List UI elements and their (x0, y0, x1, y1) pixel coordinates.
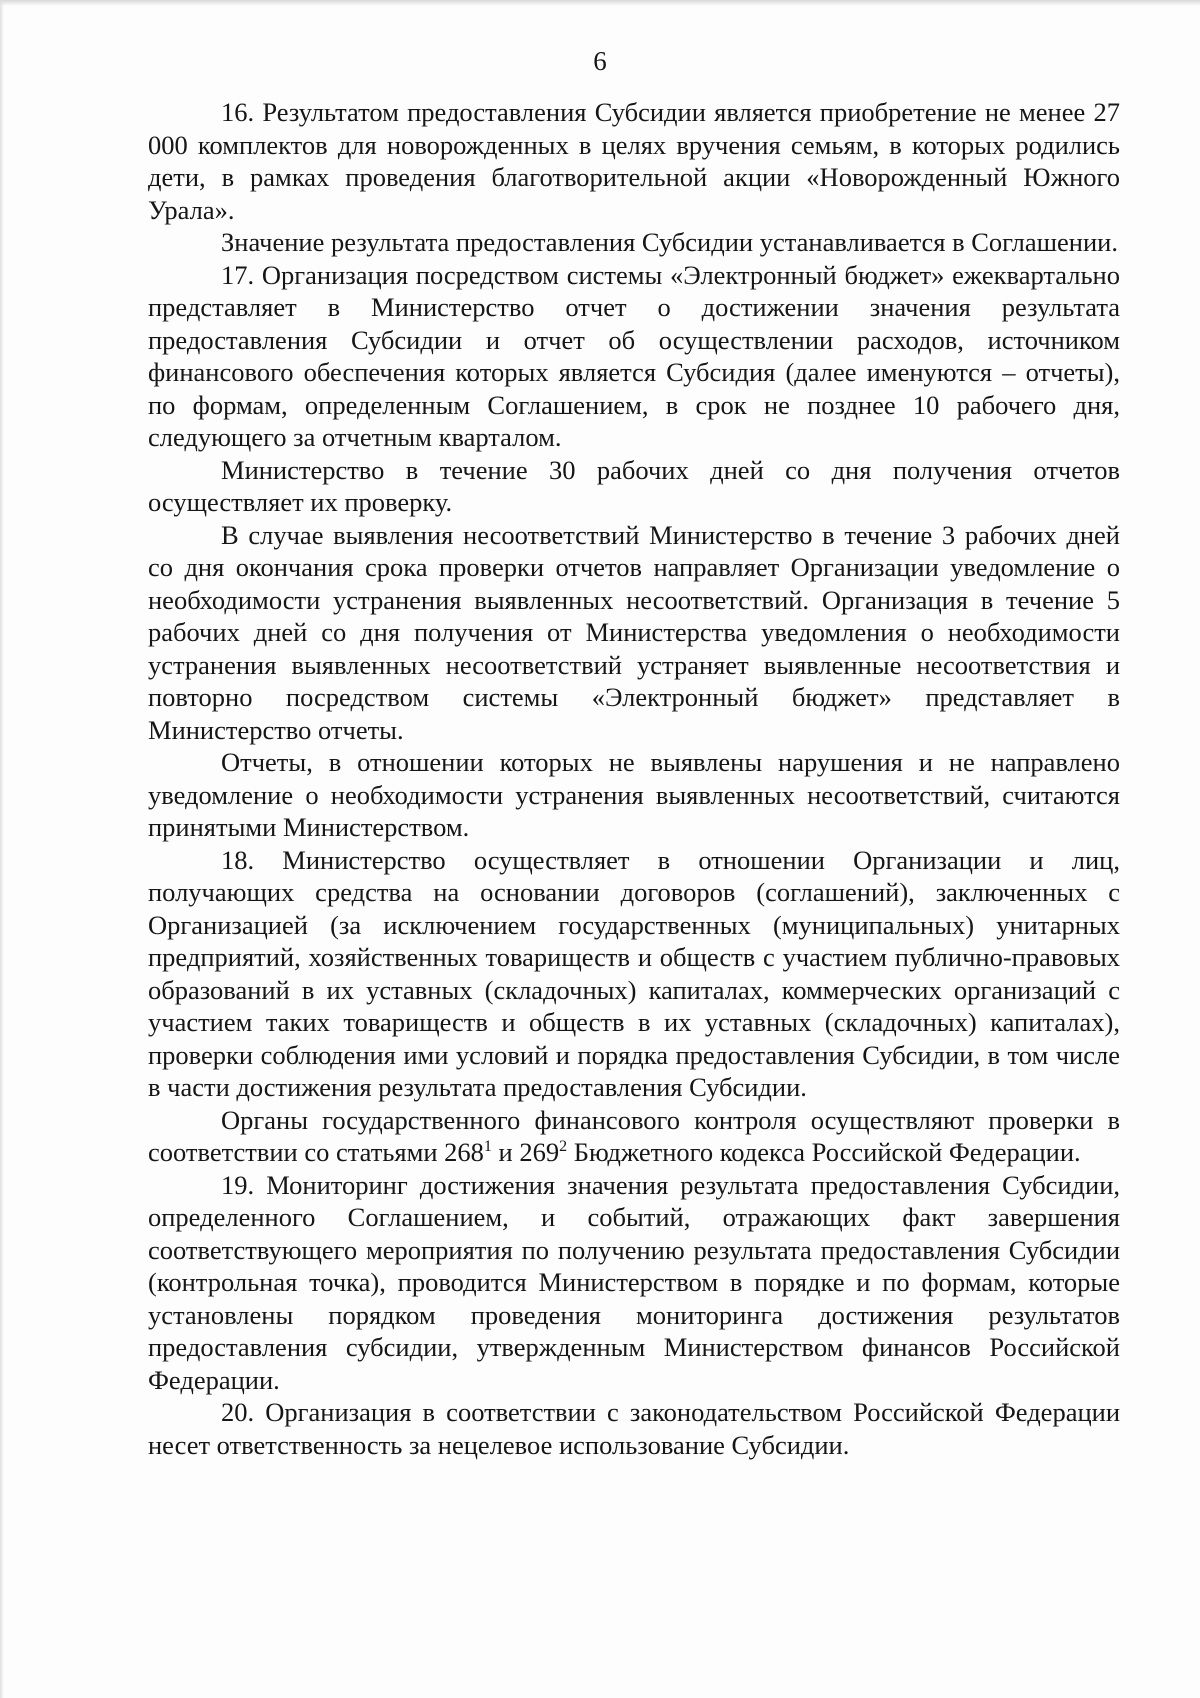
scan-edge-left (0, 0, 4, 1698)
page-number: 6 (593, 46, 607, 76)
paragraph-19: 19. Мониторинг достижения значения результата предоставления Субсидии, определенного Соглашением, и событий, отражающих факт завершения соответствующего мероприятия по получению результата предоставления Субсидии (контрольная точка), проводится Министерством в порядке и по формам, которые установлены порядком проведения мониторинга достижения результатов предоставления субсидии, утвержденным Министерством финансов Российской Федерации. (148, 1169, 1120, 1395)
paragraph-18: 18. Министерство осуществляет в отношении Организации и лиц, получающих средства на основании договоров (соглашений), заключенных с Организацией (за исключением государственных (муниципальных) унитарных предприятий, хозяйственных товариществ и обществ с участием публично-правовых образований в их уставных (складочных) капиталах, коммерческих организаций с участием таких товариществ и обществ в их уставных (складочных) капиталах), проверки соблюдения ими условий и порядка предоставления Субсидии, в том числе в части достижения результата предоставления Субсидии. (148, 844, 1120, 1102)
paragraph-17: 17. Организация посредством системы «Электронный бюджет» ежеквартально представляет в Министерство отчет о достижении значения результата предоставления Субсидии и отчет об осуществлении расходов, источником финансового обеспечения которых является Субсидия (далее именуются – отчеты), по формам, определенным Соглашением, в срок не позднее 10 рабочего дня, следующего за отчетным кварталом. (148, 259, 1120, 452)
paragraph-17-check: Министерство в течение 30 рабочих дней со дня получения отчетов осуществляет их проверку. (148, 454, 1120, 517)
paragraph-18-control (148, 1104, 1120, 1169)
paragraph-20: 20. Организация в соответствии с законодательством Российской Федерации несет ответственность за нецелевое использование Субсидии. (148, 1397, 1120, 1460)
paragraph-16-value: Значение результата предоставления Субсидии устанавливается в Соглашении. (221, 227, 1118, 257)
paragraph-17-discrepancies: В случае выявления несоответствий Министерство в течение 3 рабочих дней со дня окончания срока проверки отчетов направляет Организации уведомление о необходимости устранения выявленных несоответствий. Организация в течение 5 рабочих дней со дня получения от Министерства уведомления о необходимости устранения выявленных несоответствий устраняет выявленные несоответствия и повторно посредством системы «Электронный бюджет» представляет в Министерство отчеты. (148, 519, 1120, 745)
control-text-part1: Органы государственного финансового контроля осуществляют проверки в соответствии со статьями 268 (148, 1104, 1120, 1167)
scan-edge-top (0, 0, 1200, 6)
superscript-1: 1 (483, 1138, 492, 1155)
control-text-part2: и 269 (491, 1137, 560, 1167)
document-body (148, 96, 1120, 1461)
control-text-part3: Бюджетного кодекса Российской Федерации. (567, 1137, 1081, 1167)
paragraph-16: 16. Результатом предоставления Субсидии является приобретение не менее 27 000 комплектов для новорожденных в целях вручения семьям, в которых родились дети, в рамках проведения благотворительной акции «Новорожденный Южного Урала». (148, 97, 1120, 225)
paragraph-17-accepted: Отчеты, в отношении которых не выявлены нарушения и не направлено уведомление о необходимости устранения выявленных несоответствий, считаются принятыми Министерством. (148, 747, 1120, 842)
superscript-2: 2 (559, 1138, 568, 1155)
